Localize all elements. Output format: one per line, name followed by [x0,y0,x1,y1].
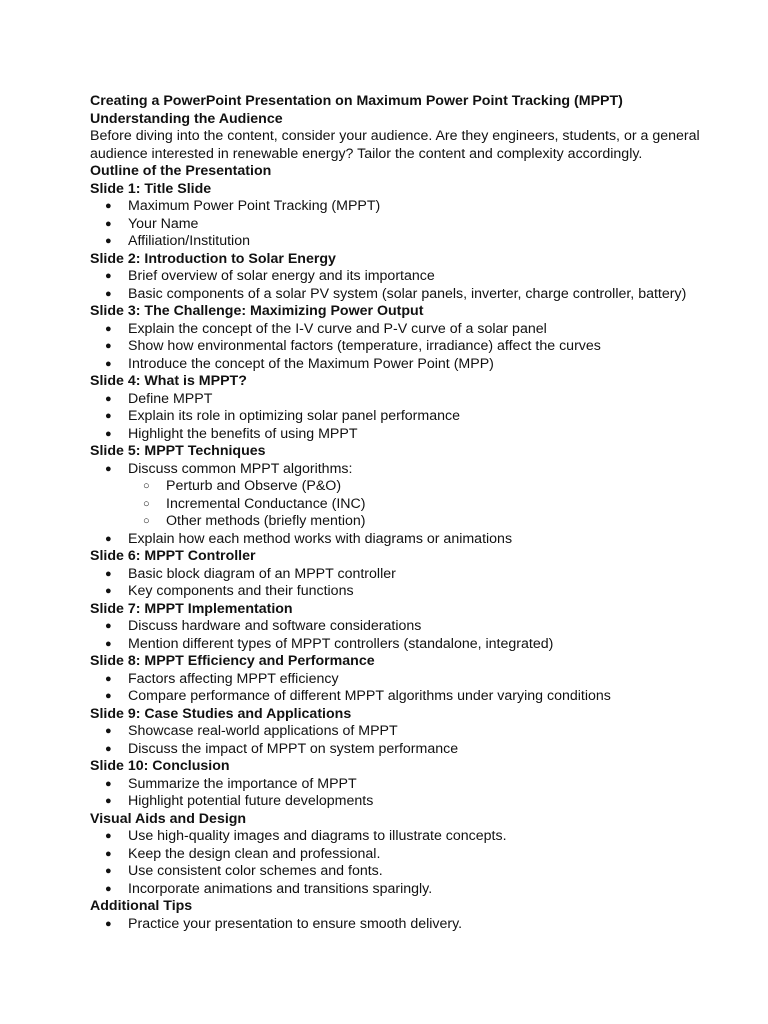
list-item: ● Practice your presentation to ensure smooth delivery. [105,915,463,932]
slide-5-heading: Slide 5: MPPT Techniques [90,443,266,459]
bullet-icon: ● [105,567,112,580]
bullet-icon: ● [105,777,112,790]
list-item: ● Highlight potential future developments [105,793,374,809]
slide-3-list [90,321,730,374]
slide-4-list [90,391,730,444]
sub-list-item: ○ Other methods (briefly mention) [143,513,366,529]
slide-7-heading: Slide 7: MPPT Implementation [90,600,293,617]
list-item: ● Key components and their functions [105,583,354,599]
bullet-icon: ● [105,917,112,930]
list-item: ● Use high-quality images and diagrams to illustrate concepts. [105,828,507,844]
slide-9-list [90,723,730,758]
list-item: ● Keep the design clean and professional. [105,845,381,862]
bullet-icon: ● [105,200,112,212]
list-item: ● Incorporate animations and transitions sparingly. [105,880,433,897]
slide-6-list [90,566,730,601]
additional-tips-list [90,916,730,934]
sub-list-item: ○ Incremental Conductance (INC) [143,495,366,512]
document-page [90,93,730,933]
list-item: ● Mention different types of MPPT controllers (standalone, integrated) [105,635,554,652]
list-item: ● Showcase real-world applications of MPPT [105,723,398,739]
slide-4-heading: Slide 4: What is MPPT? [90,373,247,389]
bullet-icon: ● [105,340,112,352]
bullet-icon: ● [105,270,112,282]
visual-aids-heading: Visual Aids and Design [90,810,247,827]
bullet-icon: ● [105,690,112,702]
bullet-icon: ● [105,357,112,370]
list-item: ● Factors affecting MPPT efficiency [105,670,339,687]
bullet-icon: ● [105,462,112,475]
list-item: ● Explain how each method works with diagrams or animations [105,530,513,547]
hollow-bullet-icon: ○ [143,480,150,492]
list-item: ● Brief overview of solar energy and its importance [105,268,435,284]
list-item: ● Discuss common MPPT algorithms: [105,460,353,477]
document-title: Creating a PowerPoint Presentation on Maximum Power Point Tracking (MPPT) [90,93,623,109]
hollow-bullet-icon: ○ [143,515,150,527]
slide-10-heading: Slide 10: Conclusion [90,758,230,774]
list-item: ● Maximum Power Point Tracking (MPPT) [105,198,381,214]
slide-1-heading: Slide 1: Title Slide [90,180,212,197]
slide-2-list [90,268,730,303]
list-item: ● Discuss hardware and software considerations [105,618,422,634]
bullet-icon: ● [105,585,112,597]
list-item: ● Compare performance of different MPPT algorithms under varying conditions [105,688,611,704]
slide-9-heading: Slide 9: Case Studies and Applications [90,705,352,722]
slide-8-heading: Slide 8: MPPT Efficiency and Performance [90,653,375,669]
list-item: ● Explain the concept of the I-V curve and P-V curve of a solar panel [105,320,547,337]
bullet-icon: ● [105,410,112,422]
bullet-icon: ● [105,392,112,405]
bullet-icon: ● [105,620,112,632]
additional-tips-heading: Additional Tips [90,898,193,914]
list-item: ● Highlight the benefits of using MPPT [105,425,358,442]
bullet-icon: ● [105,217,112,230]
bullet-icon: ● [105,882,112,895]
hollow-bullet-icon: ○ [143,497,150,510]
list-item: ● Discuss the impact of MPPT on system performance [105,740,459,757]
list-item: ● Basic block diagram of an MPPT controller [105,565,396,582]
bullet-icon: ● [105,847,112,860]
bullet-icon: ● [105,287,112,300]
bullet-icon: ● [105,672,112,685]
bullet-icon: ● [105,637,112,650]
list-item: ● Define MPPT [105,390,213,407]
list-item: ● Use consistent color schemes and fonts. [105,863,383,879]
bullet-icon: ● [105,235,112,247]
list-item: ● Explain its role in optimizing solar panel performance [105,408,460,424]
visual-aids-list [90,828,730,898]
bullet-icon: ● [105,830,112,842]
slide-10-list [90,776,730,811]
bullet-icon: ● [105,427,112,440]
list-item: ● Show how environmental factors (temperature, irradiance) affect the curves [105,338,601,354]
list-item: ● Your Name [105,215,199,232]
bullet-icon: ● [105,795,112,807]
list-item: ● Summarize the importance of MPPT [105,775,357,792]
slide-6-heading: Slide 6: MPPT Controller [90,548,256,564]
slide-7-list [90,618,730,653]
bullet-icon: ● [105,742,112,755]
slide-2-heading: Slide 2: Introduction to Solar Energy [90,250,336,267]
slide-3-heading: Slide 3: The Challenge: Maximizing Power Output [90,303,424,319]
slide-8-list [90,671,730,706]
audience-paragraph: Before diving into the content, consider your audience. Are they engineers, students, or a general audience interested in renewable energy? Tailor the content and complexity accordingly. [90,128,700,162]
list-item: ● Introduce the concept of the Maximum Power Point (MPP) [105,355,494,372]
bullet-icon: ● [105,865,112,877]
bullet-icon: ● [105,725,112,737]
slide-5-list [90,461,730,549]
bullet-icon: ● [105,322,112,335]
list-item: ● Basic components of a solar PV system (solar panels, inverter, charge controller, battery) [105,285,687,302]
outline-heading: Outline of the Presentation [90,163,272,179]
audience-heading: Understanding the Audience [90,110,283,127]
bullet-icon: ● [105,532,112,545]
slide-1-list [90,198,730,251]
list-item: ● Affiliation/Institution [105,233,250,249]
sub-list-item: ○ Perturb and Observe (P&O) [143,478,342,494]
